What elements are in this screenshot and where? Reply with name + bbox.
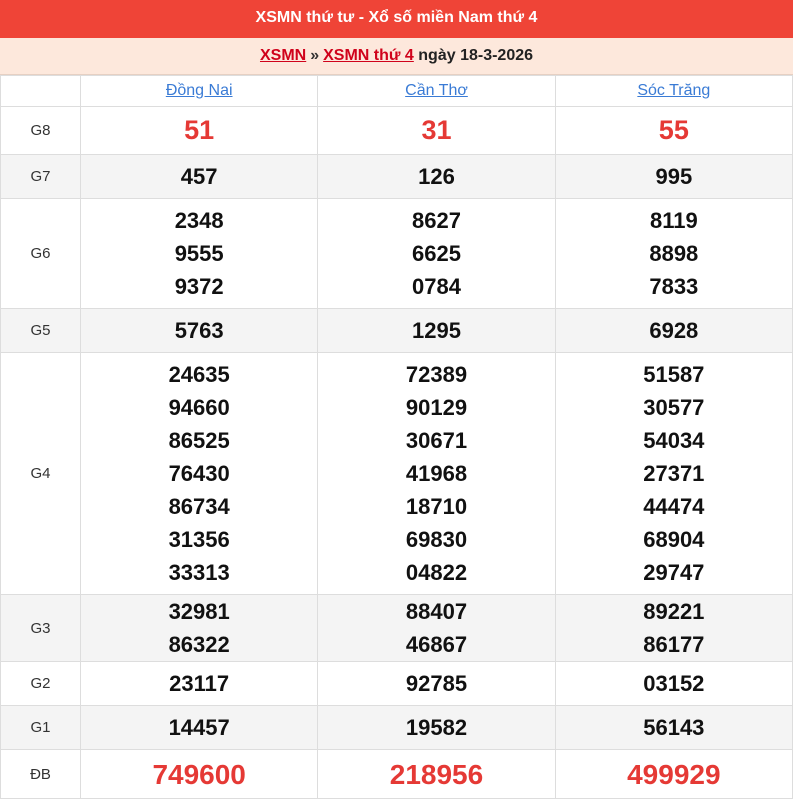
- prize-number: 86525: [168, 428, 230, 453]
- prize-number: 41968: [405, 461, 468, 486]
- prize-number: 749600: [152, 758, 246, 790]
- prize-label: G8: [1, 107, 81, 155]
- prize-number: 8627: [412, 208, 461, 233]
- prize-number: 0784: [412, 274, 461, 299]
- prize-numbers-cell: [555, 662, 792, 706]
- prize-number: 31356: [168, 527, 230, 552]
- prize-number: 33313: [168, 560, 230, 585]
- prize-numbers-cell: [555, 155, 792, 199]
- prize-numbers-cell: [318, 662, 555, 706]
- prize-number: 7833: [649, 274, 699, 299]
- prize-number: 86734: [168, 494, 230, 519]
- prize-numbers-cell: [555, 595, 792, 662]
- prize-numbers-cell: [555, 107, 792, 155]
- prize-number: 29747: [643, 560, 705, 585]
- prize-numbers-cell: [555, 706, 792, 750]
- prize-number: 1295: [412, 318, 461, 343]
- prize-number: 51: [184, 115, 215, 145]
- prize-number: 24635: [168, 362, 230, 387]
- prize-label: G4: [1, 353, 81, 595]
- prize-number: 86322: [168, 632, 230, 657]
- prize-number: 51587: [643, 362, 705, 387]
- results-table: [0, 75, 793, 799]
- prize-label: G5: [1, 309, 81, 353]
- prize-number: 55: [658, 115, 689, 145]
- prize-label: G3: [1, 595, 81, 662]
- prize-numbers-cell: [318, 750, 555, 799]
- prize-number: 6625: [412, 241, 461, 266]
- prize-numbers-cell: [81, 662, 318, 706]
- prize-number: 90129: [405, 395, 468, 420]
- prize-row: [1, 107, 793, 155]
- prize-number: 72389: [405, 362, 468, 387]
- breadcrumb-separator: »: [310, 47, 320, 64]
- prize-number: 19582: [405, 715, 468, 740]
- prize-number: 126: [418, 164, 455, 189]
- prize-number: 2348: [174, 208, 224, 233]
- prize-number: 18710: [405, 494, 468, 519]
- prize-number: 9372: [174, 274, 224, 299]
- prize-number: 499929: [627, 758, 721, 790]
- prize-label: G1: [1, 706, 81, 750]
- prize-number: 68904: [643, 527, 705, 552]
- prize-numbers-cell: [81, 750, 318, 799]
- prize-numbers-cell: [555, 353, 792, 595]
- prize-number: 14457: [168, 715, 230, 740]
- prize-number: 6928: [649, 318, 699, 343]
- page-title: XSMN thứ tư - Xổ số miền Nam thứ 4: [0, 0, 793, 38]
- prize-number: 8898: [649, 241, 699, 266]
- prize-numbers-cell: [81, 199, 318, 309]
- prize-number: 54034: [643, 428, 705, 453]
- prize-number: 89221: [643, 599, 705, 624]
- breadcrumb-link-xsmn-thu-4[interactable]: XSMN thứ 4: [323, 47, 414, 64]
- prize-numbers-cell: [81, 155, 318, 199]
- prize-number: 30671: [405, 428, 468, 453]
- province-link-soc-trang[interactable]: Sóc Trăng: [637, 82, 711, 99]
- results-body: [1, 107, 793, 799]
- prize-numbers-cell: [318, 595, 555, 662]
- prize-number: 86177: [643, 632, 705, 657]
- province-header: [318, 76, 555, 107]
- prize-row: [1, 706, 793, 750]
- province-header: [81, 76, 318, 107]
- prize-number: 44474: [643, 494, 705, 519]
- prize-number: 9555: [174, 241, 224, 266]
- breadcrumb-link-xsmn[interactable]: XSMN: [259, 47, 307, 64]
- prize-numbers-cell: [81, 706, 318, 750]
- prize-numbers-cell: [318, 199, 555, 309]
- prize-label: G7: [1, 155, 81, 199]
- prize-numbers-cell: [555, 750, 792, 799]
- prize-numbers-cell: [81, 107, 318, 155]
- prize-number: 32981: [168, 599, 230, 624]
- prize-numbers-cell: [318, 155, 555, 199]
- prize-number: 8119: [649, 208, 698, 233]
- province-header-row: [1, 76, 793, 107]
- breadcrumb: [0, 38, 793, 75]
- prize-number: 30577: [643, 395, 705, 420]
- prize-numbers-cell: [318, 706, 555, 750]
- prize-numbers-cell: [318, 309, 555, 353]
- prize-row: [1, 353, 793, 595]
- prize-row: [1, 199, 793, 309]
- prize-number: 46867: [405, 632, 468, 657]
- prize-number: 218956: [389, 758, 484, 790]
- prize-number: 88407: [405, 599, 468, 624]
- prize-number: 03152: [643, 671, 705, 696]
- prize-row: [1, 155, 793, 199]
- prize-numbers-cell: [81, 353, 318, 595]
- prize-number: 31: [421, 115, 452, 145]
- prize-numbers-cell: [318, 353, 555, 595]
- province-header: [555, 76, 792, 107]
- prize-label: ĐB: [1, 750, 81, 799]
- prize-number: 92785: [405, 671, 468, 696]
- prize-numbers-cell: [555, 309, 792, 353]
- prize-numbers-cell: [318, 107, 555, 155]
- prize-numbers-cell: [81, 595, 318, 662]
- prize-number: 5763: [174, 318, 224, 343]
- prize-number: 995: [655, 164, 693, 189]
- prize-number: 27371: [643, 461, 705, 486]
- prize-number: 76430: [168, 461, 230, 486]
- province-link-dong-nai[interactable]: Đồng Nai: [165, 82, 233, 99]
- prize-row: [1, 662, 793, 706]
- province-link-can-tho[interactable]: Cần Thơ: [405, 82, 468, 99]
- header-empty-cell: [1, 76, 81, 107]
- prize-number: 94660: [168, 395, 230, 420]
- breadcrumb-date: ngày 18-3-2026: [418, 47, 534, 64]
- prize-number: 56143: [643, 715, 705, 740]
- prize-number: 457: [180, 164, 218, 189]
- prize-numbers-cell: [81, 309, 318, 353]
- prize-row: [1, 750, 793, 799]
- prize-label: G6: [1, 199, 81, 309]
- prize-number: 04822: [405, 560, 468, 585]
- prize-label: G2: [1, 662, 81, 706]
- prize-number: 23117: [169, 671, 230, 696]
- prize-number: 69830: [405, 527, 468, 552]
- prize-row: [1, 595, 793, 662]
- prize-numbers-cell: [555, 199, 792, 309]
- prize-row: [1, 309, 793, 353]
